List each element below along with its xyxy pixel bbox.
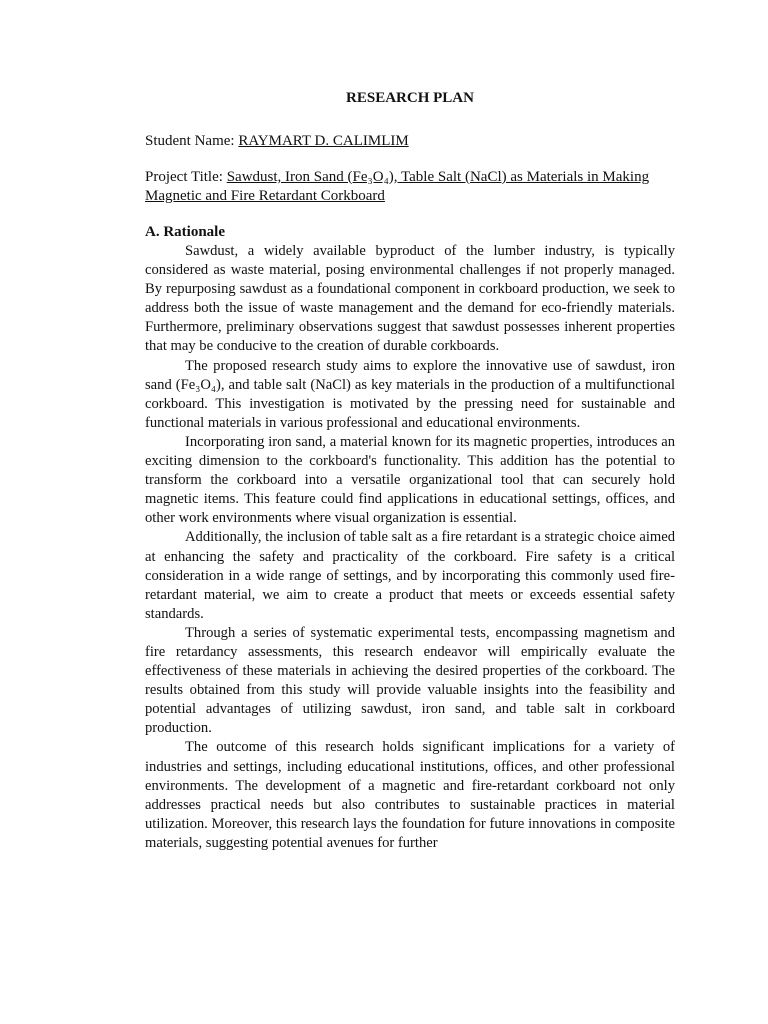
student-name-line [145, 132, 675, 151]
rationale-paragraph-4: Additionally, the inclusion of table salt as a fire retardant is a strategic choice aimed at enhancing the safety and practicality of the corkboard. Fire safety is a critical consideration in a wide range of settings, and by incorporating this commonly used fire-retardant material, we aim to create a product that meets or exceeds essential safety standards. [145, 529, 675, 622]
student-name-value: RAYMART D. CALIMLIM [238, 133, 409, 149]
rationale-paragraph-3: Incorporating iron sand, a material known for its magnetic properties, introduces an exciting dimension to the corkboard's functionality. This addition has the potential to transform the corkboard into a versatile organizational tool that can securely hold magnetic items. This feature could find applications in educational settings, offices, and other work environments where visual organization is essential. [145, 433, 675, 527]
rationale-paragraph-1: Sawdust, a widely available byproduct of the lumber industry, is typically considered as waste material, posing environmental challenges if not properly managed. By repurposing sawdust as a foundational component in corkboard production, we seek to address both the issue of waste management and the demand for eco-friendly materials. Furthermore, preliminary observations suggest that sawdust possesses inherent properties that may be conducive to the creation of durable corkboards. [145, 243, 675, 355]
project-title-label: Project Title: [145, 169, 227, 185]
section-a-heading: A. Rationale [145, 224, 225, 240]
project-title-line [145, 168, 675, 206]
student-name-label: Student Name: [145, 133, 239, 149]
project-title-value: Sawdust, Iron Sand (Fe₃O₄), Table Salt (NaCl) as Materials in Making Magnetic and Fire Retardant Corkboard [145, 169, 650, 204]
rationale-paragraph-5: Through a series of systematic experimental tests, encompassing magnetism and fire retardancy assessments, this research endeavor will empirically evaluate the effectiveness of these materials in achieving the desired properties of the corkboard. The results obtained from this study will provide valuable insights into the feasibility and potential advantages of utilizing sawdust, iron sand, and table salt in corkboard production. [145, 624, 675, 737]
document-title: RESEARCH PLAN [346, 90, 474, 106]
rationale-paragraph-2: The proposed research study aims to explore the innovative use of sawdust, iron sand (Fe₃O₄), and table salt (NaCl) as key materials in the production of a multifunctional corkboard. This investigation is motivated by the pressing need for sustainable and functional materials in various professional and educational environments. [145, 357, 675, 431]
rationale-paragraph-6: The outcome of this research holds significant implications for a variety of industries and settings, including educational institutions, offices, and other professional environments. The development of a magnetic and fire-retardant corkboard not only addresses practical needs but also contributes to sustainable practices in material utilization. Moreover, this research lays the foundation for future innovations in composite materials, suggesting potential avenues for further [145, 739, 675, 851]
